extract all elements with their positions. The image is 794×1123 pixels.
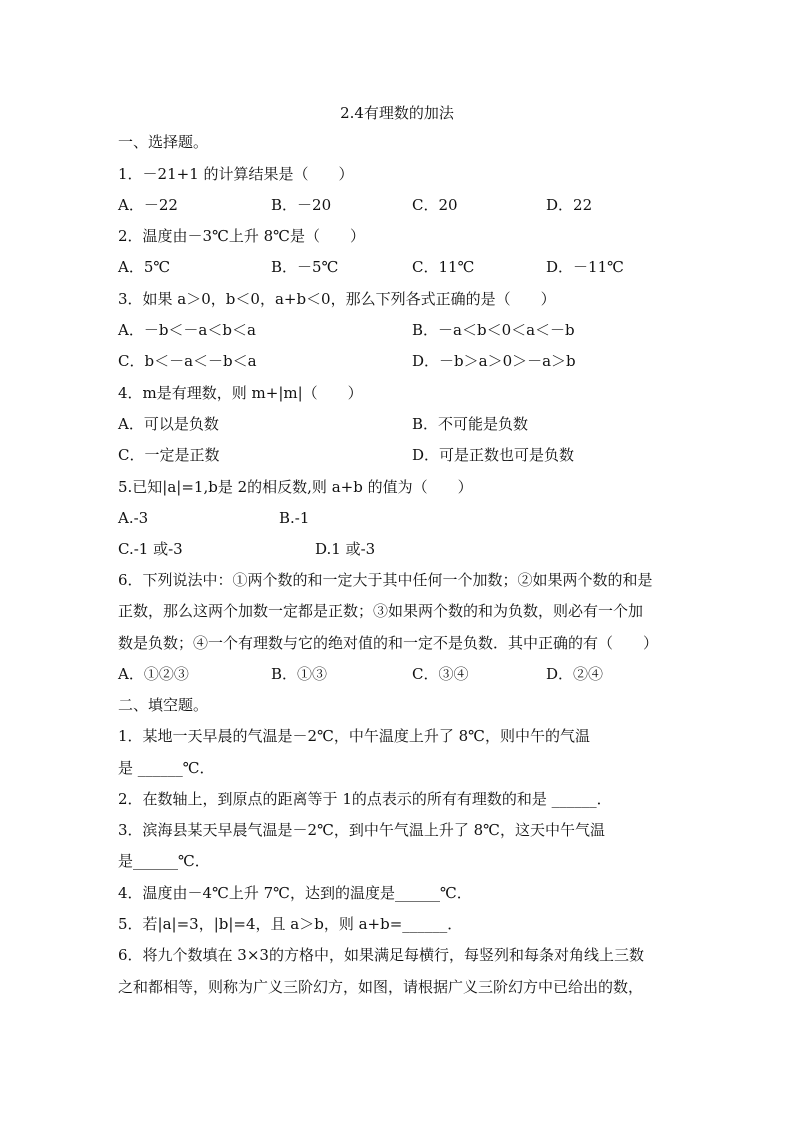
q2-option-d: D．－11℃ bbox=[546, 258, 624, 276]
fill-1-line2: 是 ______℃． bbox=[118, 759, 215, 777]
section2-heading: 二、填空题。 bbox=[118, 696, 209, 714]
q2-option-a: A．5℃ bbox=[118, 258, 171, 276]
q6-option-d: D．②④ bbox=[546, 665, 604, 683]
q3-option-d: D．－b＞a＞0＞－a＞b bbox=[412, 352, 576, 370]
q6-option-c: C．③④ bbox=[412, 665, 469, 683]
fill-1-line1: 1．某地一天早晨的气温是－2℃，中午温度上升了 8℃，则中午的气温 bbox=[118, 727, 590, 745]
question-6-line3: 数是负数；④一个有理数与它的绝对值的和一定不是负数．其中正确的有（ ） bbox=[118, 634, 659, 652]
q4-option-a: A．可以是负数 bbox=[118, 415, 219, 433]
fill-6-line1: 6．将九个数填在 3×3的方格中，如果满足每横行，每竖列和每条对角线上三数 bbox=[118, 946, 644, 964]
fill-4-line1: 4．温度由－4℃上升 7℃，达到的温度是______℃． bbox=[118, 884, 472, 902]
fill-5-line1: 5．若|a|=3，|b|=4，且 a＞b，则 a+b=______． bbox=[118, 915, 463, 933]
q4-option-b: B．不可能是负数 bbox=[412, 415, 529, 433]
fill-2-line1: 2．在数轴上，到原点的距离等于 1的点表示的所有有理数的和是 ______． bbox=[118, 790, 612, 808]
question-1-stem: 1．－21+1 的计算结果是（ ） bbox=[118, 165, 354, 183]
q2-option-b: B．－5℃ bbox=[271, 258, 339, 276]
q2-option-c: C．11℃ bbox=[412, 258, 475, 276]
q5-option-a: A.-3 bbox=[118, 509, 149, 527]
q3-option-b: B．－a＜b＜0＜a＜－b bbox=[412, 321, 575, 339]
q4-option-c: C．一定是正数 bbox=[118, 446, 220, 464]
question-3-stem: 3．如果 a＞0，b＜0，a+b＜0，那么下列各式正确的是（ ） bbox=[118, 290, 556, 308]
q4-option-d: D．可是正数也可是负数 bbox=[412, 446, 575, 464]
question-6-line1: 6．下列说法中：①两个数的和一定大于其中任何一个加数；②如果两个数的和是 bbox=[118, 571, 653, 589]
q1-option-a: A．－22 bbox=[118, 196, 178, 214]
q3-option-c: C．b＜－a＜－b＜a bbox=[118, 352, 257, 370]
question-4-stem: 4．m是有理数，则 m+|m|（ ） bbox=[118, 384, 363, 402]
question-5-stem: 5.已知|a|=1,b是 2的相反数,则 a+b 的值为（ ） bbox=[118, 478, 473, 496]
q6-option-a: A．①②③ bbox=[118, 665, 189, 683]
question-2-stem: 2．温度由－3℃上升 8℃是（ ） bbox=[118, 227, 365, 245]
q5-option-d: D.1 或-3 bbox=[315, 540, 376, 558]
q1-option-d: D．22 bbox=[546, 196, 593, 214]
fill-6-line2: 之和都相等，则称为广义三阶幻方，如图，请根据广义三阶幻方中已给出的数， bbox=[118, 978, 644, 996]
q5-option-c: C.-1 或-3 bbox=[118, 540, 183, 558]
q1-option-b: B．－20 bbox=[271, 196, 332, 214]
q3-option-a: A．－b＜－a＜b＜a bbox=[118, 321, 256, 339]
fill-3-line1: 3．滨海县某天早晨气温是－2℃，到中午气温上升了 8℃，这天中午气温 bbox=[118, 821, 605, 839]
q5-option-b: B.-1 bbox=[279, 509, 310, 527]
fill-3-line2: 是______℃． bbox=[118, 852, 210, 870]
q6-option-b: B．①③ bbox=[271, 665, 328, 683]
page-title: 2.4有理数的加法 bbox=[340, 104, 454, 122]
question-6-line2: 正数，那么这两个加数一定都是正数；③如果两个数的和为负数，则必有一个加 bbox=[118, 602, 644, 620]
section1-heading: 一、选择题。 bbox=[118, 133, 209, 151]
q1-option-c: C．20 bbox=[412, 196, 458, 214]
